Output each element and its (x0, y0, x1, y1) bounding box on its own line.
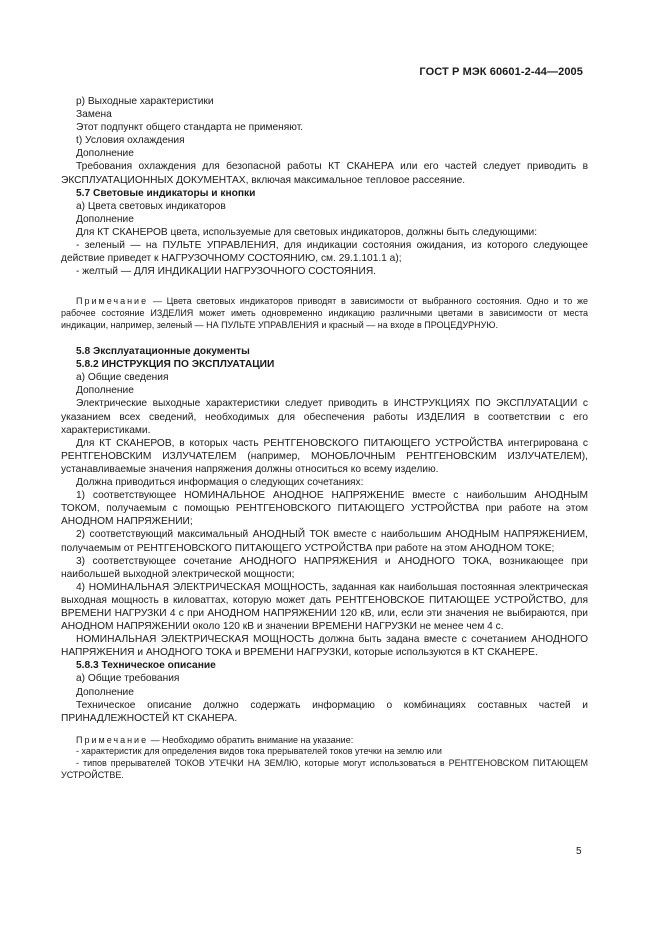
section-heading: 5.8.3 Техническое описание (76, 660, 216, 672)
paragraph: Для КТ СКАНЕРОВ цвета, используемые для световых индикаторов, должны быть следующими: (76, 226, 538, 238)
section-heading: 5.8 Эксплуатационные документы (76, 346, 250, 358)
list-item: 4) НОМИНАЛЬНАЯ ЭЛЕКТРИЧЕСКАЯ МОЩНОСТЬ, заданная как наибольшая постоянная электрическая выходная мощность в киловаттах, которую может дать РЕНТГЕНОВСКОЕ ПИТАЮЩЕЕ УСТРОЙСТВО, для ВРЕМЕНИ НАГРУЗКИ 4 с при АНОДНОМ НАПРЯЖЕНИИ 120 кВ, или, если эти значения не выбираются, при АНОДНОМ НАПРЯЖЕНИИ около 120 кВ и значении ВРЕМЕНИ НАГРУЗКИ не менее чем 4 с. (61, 581, 588, 633)
paragraph: Дополнение (76, 148, 134, 160)
paragraph: - желтый — ДЛЯ ИНДИКАЦИИ НАГРУЗОЧНОГО СОСТОЯНИЯ. (76, 266, 377, 278)
note-text: — Необходимо обратить внимание на указание: (150, 734, 354, 745)
paragraph: Дополнение (76, 385, 134, 397)
paragraph: Этот подпункт общего стандарта не применяют. (76, 122, 304, 134)
section-heading: 5.7 Световые индикаторы и кнопки (76, 187, 256, 199)
note (61, 735, 588, 747)
list-item: 1) соответствующее НОМИНАЛЬНОЕ АНОДНОЕ НАПРЯЖЕНИЕ вместе с наибольшим АНОДНЫМ ТОКОМ, получаемым с помощью РЕНТГЕНОВСКОГО ПИТАЮЩЕГО УСТРОЙСТВА при работе на этом АНОДНОМ НАПРЯЖЕНИИ; (61, 490, 588, 528)
note-label: Примечание (76, 734, 149, 745)
paragraph: а) Общие требования (76, 673, 180, 685)
paragraph: t) Условия охлаждения (76, 135, 185, 147)
paragraph: а) Цвета световых индикаторов (76, 200, 226, 212)
list-item: 3) соответствующее сочетание АНОДНОГО НАПРЯЖЕНИЯ и АНОДНОГО ТОКА, возникающее при наибольшей выходной электрической мощности; (61, 555, 588, 580)
page-number: 5 (576, 846, 582, 857)
document-body (61, 95, 588, 781)
paragraph: а) Общие сведения (76, 372, 169, 384)
paragraph: НОМИНАЛЬНАЯ ЭЛЕКТРИЧЕСКАЯ МОЩНОСТЬ должна быть задана вместе с сочетанием АНОДНОГО НАПРЯЖЕНИЯ и АНОДНОГО ТОКА и ВРЕМЕНИ НАГРУЗКИ, которые используются в КТ СКАНЕРЕ. (61, 634, 588, 659)
note (61, 296, 588, 331)
paragraph: Дополнение (76, 686, 134, 698)
document-header: ГОСТ Р МЭК 60601-2-44—2005 (419, 66, 583, 78)
note-label: Примечание (76, 296, 149, 307)
paragraph: Дополнение (76, 213, 134, 225)
paragraph: Должна приводиться информация о следующих сочетаниях: (76, 477, 364, 489)
paragraph: Техническое описание должно содержать информацию о комбинациях составных частей и ПРИНАДЛЕЖНОСТЕЙ КТ СКАНЕРА. (61, 699, 588, 724)
paragraph: Для КТ СКАНЕРОВ, в которых часть РЕНТГЕНОВСКОГО ПИТАЮЩЕГО УСТРОЙСТВА интегрирована с РЕНТГЕНОВСКИМ ИЗЛУЧАТЕЛЕМ (например, МОНОБЛОЧНЫМ РЕНТГЕНОВСКИМ ИЗЛУЧАТЕЛЕМ), устанавливаемые значения напряжения должны относиться ко всему изделию. (61, 437, 588, 475)
paragraph: Замена (76, 109, 112, 121)
paragraph: р) Выходные характеристики (76, 96, 214, 107)
note-text: — Цвета световых индикаторов приводят в зависимости от выбранного состояния. Одно и то же рабочее состояние ИЗДЕЛИЯ может иметь одновременно индикацию различными цветами в зависимости от места индикации, например, зеленый — НА ПУЛЬТЕ УПРАВЛЕНИЯ и красный — на входе в ПРОЦЕДУРНУЮ. (61, 296, 588, 330)
paragraph: Электрические выходные характеристики следует приводить в ИНСТРУКЦИЯХ ПО ЭКСПЛУАТАЦИИ с указанием всех сведений, необходимых для обеспечения работы ИЗДЕЛИЯ в соответствии с его характеристиками. (61, 398, 588, 436)
note-item: - характеристик для определения видов тока прерывателей токов утечки на землю или (76, 746, 442, 757)
list-item: 2) соответствующий максимальный АНОДНЫЙ ТОК вместе с наибольшим АНОДНЫМ НАПРЯЖЕНИЕМ, получаемым от РЕНТГЕНОВСКОГО ПИТАЮЩЕГО УСТРОЙСТВА при работе на этом АНОДНОМ ТОКЕ; (61, 529, 588, 554)
section-heading: 5.8.2 ИНСТРУКЦИЯ ПО ЭКСПЛУАТАЦИИ (76, 359, 275, 371)
paragraph: - зеленый — на ПУЛЬТЕ УПРАВЛЕНИЯ, для индикации состояния ожидания, из которого следующее действие приведет к НАГРУЗОЧНОМУ СОСТОЯНИЮ, см. 29.1.101.1 а); (61, 240, 588, 265)
note-item: - типов прерывателей ТОКОВ УТЕЧКИ НА ЗЕМЛЮ, которые могут использоваться в РЕНТГЕНОВСКОМ ПИТАЮЩЕМ УСТРОЙСТВЕ. (61, 758, 588, 780)
paragraph: Требования охлаждения для безопасной работы КТ СКАНЕРА или его частей следует приводить в ЭКСПЛУАТАЦИОННЫХ ДОКУМЕНТАХ, включая максимальное тепловое рассеяние. (61, 161, 588, 186)
